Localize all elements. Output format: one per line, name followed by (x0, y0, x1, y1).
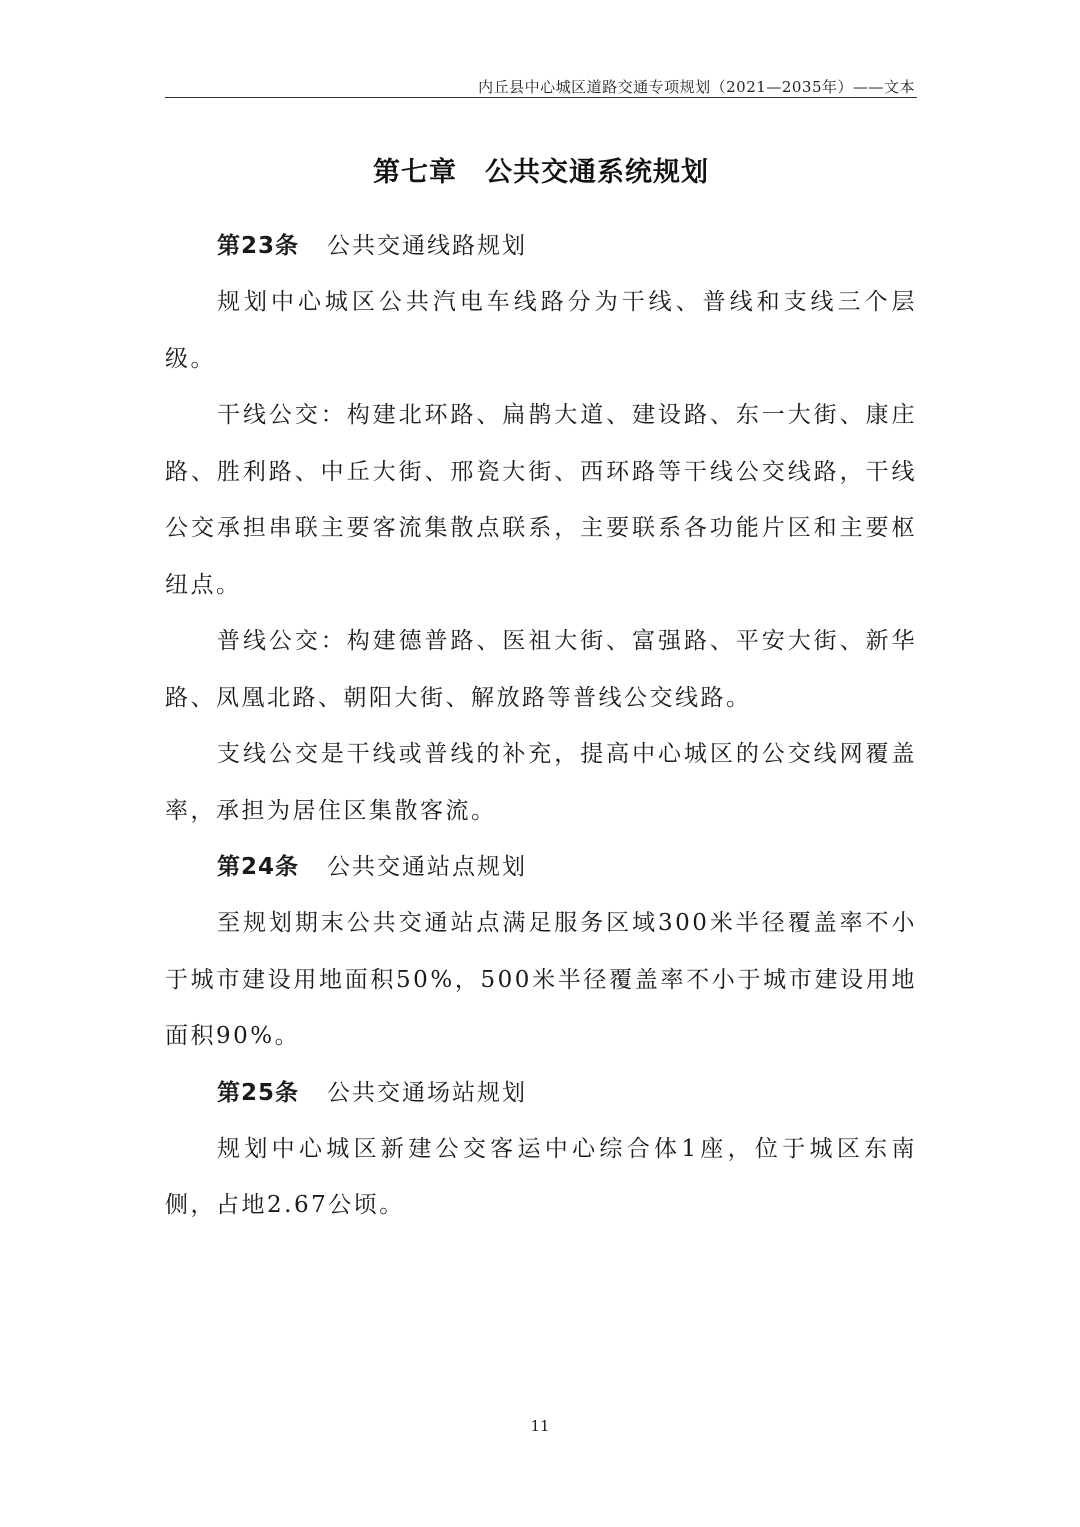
article-title: 公共交通线路规划 (327, 233, 528, 259)
article-number: 第24条 (217, 854, 300, 880)
header-rule (165, 97, 917, 98)
article-23-heading (165, 218, 917, 274)
paragraph: 至规划期末公共交通站点满足服务区域300米半径覆盖率不小于城市建设用地面积50%，500米半径覆盖率不小于城市建设用地面积90%。 (165, 910, 917, 1049)
chapter-title: 第七章 公共交通系统规划 (373, 157, 709, 188)
article-title: 公共交通站点规划 (327, 854, 528, 880)
paragraph: 规划中心城区公共汽电车线路分为干线、普线和支线三个层级。 (165, 289, 917, 372)
article-number: 第25条 (217, 1079, 300, 1106)
paragraph: 支线公交是干线或普线的补充，提高中心城区的公交线网覆盖率，承担为居住区集散客流。 (165, 741, 917, 824)
article-number: 第23条 (217, 233, 300, 259)
body-content (165, 218, 917, 1234)
page-number: 11 (530, 1417, 550, 1435)
paragraph: 干线公交：构建北环路、扁鹊大道、建设路、东一大街、康庄路、胜利路、中丘大街、邢瓷大街、西环路等干线公交线路，干线公交承担串联主要客流集散点联系，主要联系各功能片区和主要枢纽点。 (165, 402, 917, 598)
paragraph: 普线公交：构建德普路、医祖大街、富强路、平安大街、新华路、凤凰北路、朝阳大街、解放路等普线公交线路。 (165, 628, 917, 711)
article-title: 公共交通场站规划 (327, 1079, 528, 1106)
running-header: 内丘县中心城区道路交通专项规划（2021—2035年）——文本 (478, 78, 915, 96)
paragraph: 规划中心城区新建公交客运中心综合体1座，位于城区东南侧，占地2.67公顷。 (165, 1135, 917, 1218)
article-24-heading (165, 839, 917, 895)
article-25-heading (165, 1065, 917, 1121)
